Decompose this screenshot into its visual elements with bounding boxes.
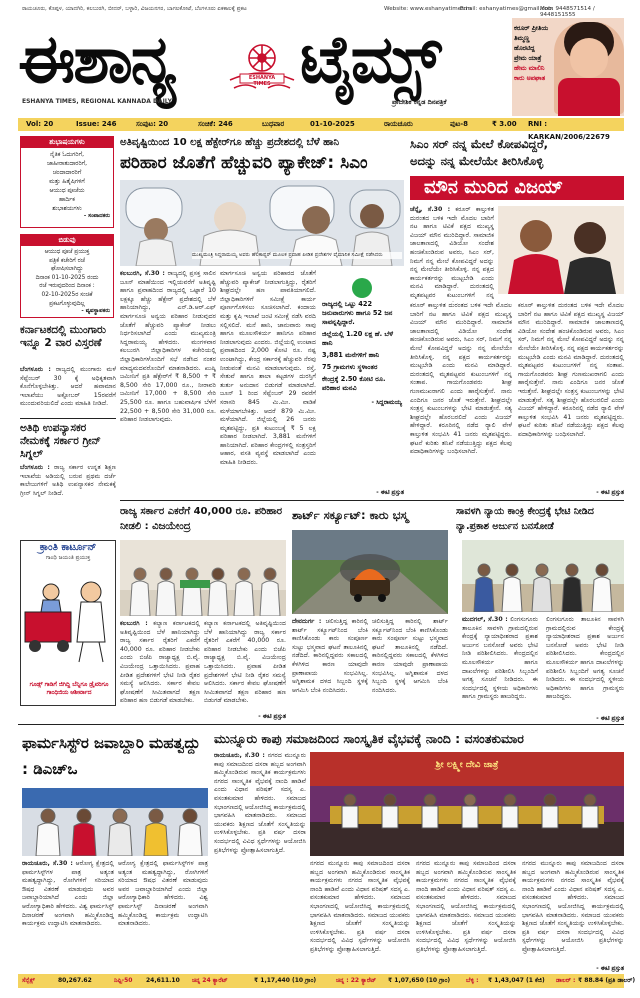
- vol-text: Vol: 20: [26, 120, 54, 128]
- ticker-value: ₹ 88.84 (ಪ್ರತಿ ಡಾಲರ್): [578, 977, 636, 984]
- pages-text: ಪುಟ-8: [450, 120, 469, 128]
- right-top-photo: [498, 206, 624, 294]
- promo-line: ಹೇಮ ಮಾಲಿನಿ: [514, 65, 545, 72]
- promo-photo-face: [570, 38, 608, 78]
- promo-box: [512, 18, 624, 116]
- lead-column-2: [220, 270, 316, 492]
- story-text: ಲಿಂಗಸುಗೂರು ತಾಲೂಕಿನ ಸಾವಳಗಿ ಗ್ರಾಮದಲ್ಲಿರುವ ಕೇಂದ್ರಕ್ಕೆ ನ್ಯಾಯಾಧೀಶರಾದ ಪ್ರಕಾಶ ಅರ್ಜುನ ಬನಸೋಡೆ ಅವರು ಭೇಟಿ ನೀಡಿ ಪರಿಶೀಲಿಸಿದರು. ಕೇಂದ್ರದಲ್ಲಿನ ಮೂಲಸೌಕರ್ಯ ಹಾಗೂ ದಾಖಲೆಗಳನ್ನು ಪರಿಶೀಲಿಸಿ ಸಿಬ್ಬಂದಿಗೆ ಅಗತ್ಯ ಸೂಚನೆ ನೀಡಿದರು. ಈ ಸಂದರ್ಭದಲ್ಲಿ ಸ್ಥಳೀಯ ಅಧಿಕಾರಿಗಳು ಹಾಗೂ ಗ್ರಾಮಸ್ಥರು ಹಾಜರಿದ್ದರು.: [462, 616, 538, 701]
- greeting-line: ಚಂದಾದಾರರಿಗೆ: [52, 169, 82, 176]
- bottom-story2-sign: - ಈಟಿ ಪ್ರಸ್ತುತ: [596, 966, 624, 972]
- ticker-value: ₹ 1,17,440 (10 ಗ್ರಾಂ): [254, 977, 317, 984]
- kvol-text: ಸಂಪುಟ: 20: [136, 120, 169, 128]
- date-text: 01-10-2025: [310, 120, 355, 128]
- story-text: ಮಾರ್ಗಸೂಚಿ ಅನ್ವಯ ಪರಿಹಾರದ ಜೊತೆಗೆ ಹೆಚ್ಚುವರಿ ಪ್ಯಾಕೇಜ್ ನೀಡಲಾಗುತ್ತಿದ್ದು, ರೈತರಿಗೆ ಶೀಘ್ರದಲ್ಲೇ ಹಣ ಪಾವತಿಯಾಗಲಿದೆ. ಜಿಲ್ಲಾಧಿಕಾರಿಗಳಿಗೆ ಸಮೀಕ್ಷೆ ಕಾರ್ಯ ಪೂರ್ಣಗೊಳಿಸಲು ಸೂಚಿಸಲಾಗಿದೆ. ಕಂದಾಯ ಮತ್ತು ಕೃಷಿ ಇಲಾಖೆ ಜಂಟಿ ಸಮೀಕ್ಷೆ ನಡೆಸಿ ವರದಿ ಸಲ್ಲಿಸಲಿದೆ. ಮನೆ ಹಾನಿ, ಜಾನುವಾರು ಸಾವು ಹಾಗೂ ಮೂಲಸೌಕರ್ಯ ಹಾನಿಗೂ ಪರಿಹಾರ ನೀಡಲಾಗುವುದು ಎಂದರು.: [220, 270, 316, 346]
- info-bar: [18, 118, 624, 141]
- story-text: ಚಲಿಸುತ್ತಿದ್ದ ಕಾರಿನಲ್ಲಿ ಶಾರ್ಟ್ ಸರ್ಕ್ಯೂಟ್‌ನಿಂದ ಬೆಂಕಿ ಕಾಣಿಸಿಕೊಂಡು ಕಾರು ಸಂಪೂರ್ಣ ಸುಟ್ಟು ಭಸ್ಮವಾದ ಘಟನೆ ತಾಲೂಕಿನಲ್ಲಿ ನಡೆದಿದೆ. ಕಾರಿನಲ್ಲಿದ್ದವರು ಸಕಾಲದಲ್ಲಿ ಕೆಳಗಿಳಿದ ಕಾರಣ ಯಾವುದೇ ಪ್ರಾಣಾಪಾಯ ಸಂಭವಿಸಿಲ್ಲ. ಅಗ್ನಿಶಾಮಕ ದಳದ ಸಿಬ್ಬಂದಿ ಸ್ಥಳಕ್ಕೆ ಆಗಮಿಸಿ ಬೆಂಕಿ ನಂದಿಸಿದರು.: [372, 618, 448, 694]
- holiday-box: [20, 234, 114, 318]
- masthead-title-left: ಈಶಾನ್ಯ: [18, 20, 175, 98]
- lead-kicker: ಅತಿವೃಷ್ಟಿಯಿಂದ 10 ಲಕ್ಷ ಹೆಕ್ಟೇರ್‌ಗೂ ಹೆಚ್ಚು ಪ್ರದೇಶದಲ್ಲಿ ಬೆಳೆ ಹಾನಿ: [120, 137, 340, 148]
- mid-story1-column-2: [204, 620, 286, 712]
- highlight-line: 75 ಗ್ರಾಮಗಳು ಸ್ಥಳಾಂತರ: [322, 363, 378, 371]
- cartoon-caption: ಗಾಂಧಿ ಜಯಂತಿ ಪ್ರಯುಕ್ತ: [45, 555, 91, 561]
- kissue-text: ಸಂಚಿಕೆ: 246: [198, 120, 233, 128]
- story-text: ಕಲ್ಯಾಣ ಕರ್ನಾಟಕದಲ್ಲಿ ಅತಿವೃಷ್ಟಿಯಿಂದ ಬೆಳೆ ಹಾನಿಯಾಗಿದ್ದು ರಾಜ್ಯ ಸರ್ಕಾರ ರೈತರಿಗೆ ಎಕರೆಗೆ 40,000 ರೂ. ಪರಿಹಾರ ನೀಡಬೇಕು ಎಂದು ಬಿಜೆಪಿ ರಾಜ್ಯಾಧ್ಯಕ್ಷ ಬಿ.ವೈ. ವಿಜಯೇಂದ್ರ ಒತ್ತಾಯಿಸಿದರು. ಪ್ರವಾಹ ಪೀಡಿತ ಪ್ರದೇಶಗಳಿಗೆ ಭೇಟಿ ನೀಡಿ ರೈತರ ಸಮಸ್ಯೆ ಆಲಿಸಿದರು. ಸರ್ಕಾರ ಕೇವಲ ಘೋಷಣೆಗೆ ಸೀಮಿತವಾಗದೆ ತಕ್ಷಣ ಪರಿಹಾರ ಹಣ ಬಿಡುಗಡೆ ಮಾಡಬೇಕು.: [204, 620, 286, 705]
- mid-story2-photo: [292, 530, 448, 614]
- sidebar-story1-headline: ಕರ್ನಾಟಕದಲ್ಲಿ ಮುಂಗಾರು ಇನ್ನೂ 2 ವಾರ ವಿಸ್ತರಣೆ: [20, 324, 106, 349]
- day-text: ಬುಧವಾರ: [262, 120, 285, 128]
- highlight-lines: [322, 300, 402, 393]
- greetings-sign: - ಸಂಪಾದಕರು: [83, 213, 110, 219]
- story-place: ಕಲಬುರಗಿ, ಸೆ.30 :: [120, 270, 165, 277]
- lead-headline: ಪರಿಹಾರ ಜೊತೆಗೆ ಹೆಚ್ಚುವರಿ ಪ್ಯಾಕೇಜ್: ಸಿಎಂ: [120, 153, 368, 173]
- right-top-column-2: [410, 302, 512, 492]
- mobile-text: Mob: 9448571514 / 9448151555: [540, 6, 595, 18]
- greeting-line: ಮತ್ತು ಹಿತೈಷಿಗಳಿಗೆ: [49, 178, 85, 185]
- sidebar-story2-headline: ಅತಿಥಿ ಉಪನ್ಯಾಸಕರ ನೇಮಕಕ್ಕೆ ಸರ್ಕಾರ ಗ್ರೀನ್ ಸಿಗ್ನಲ್: [20, 422, 101, 460]
- right-top-banner: ಮೌನ ಮುರಿದ ವಿಜಯ್: [410, 176, 624, 200]
- bottom-story2-headline: ಮುನ್ನೂರು ಕಾಪು ಸಮಾಜದಿಂದ ಸಾಂಸ್ಕೃತಿಕ ವೈಭವಕ್ಕೆ ನಾಂದಿ : ವಸಂತಕುಮಾರ: [214, 731, 524, 746]
- bottom-story1-column-1: [22, 860, 114, 970]
- sidebar-story2-body: [20, 464, 116, 530]
- promo-line: ಕರೂರ್ ಪ್ರೀತಿಯ: [514, 25, 548, 32]
- ticker-label: ಸೆನ್ಸೆಕ್ಸ್: [22, 977, 35, 984]
- mid-story3-headline: ಸಾವಳಗಿ ನ್ಯಾಯ ಕಾಂಕ್ರಿ ಕೇಂದ್ರಕ್ಕೆ ಭೇಟಿ ನೀಡಿದ ನ್ಯಾ.ಪ್ರಕಾಶ ಅರ್ಜುನ ಬನಸೋಡೆ: [456, 506, 594, 532]
- greeting-line: ಜಾಹೀರಾತುದಾರರಿಗೆ,: [46, 160, 88, 167]
- mid-story1-headline: ರಾಜ್ಯ ಸರ್ಕಾರ ಎಕರೆಗೆ 40,000 ರೂ. ಪರಿಹಾರ ನೀಡಲಿ : ವಿಜಯೇಂದ್ರ: [120, 506, 283, 532]
- mid-story3-column-1: [462, 616, 538, 720]
- greeting-line: ಶುಭಾಶಯಗಳು: [52, 205, 82, 212]
- promo-text: [514, 24, 566, 84]
- divider: [20, 418, 116, 419]
- mid-story2-column-2: [372, 618, 448, 714]
- promo-line: ಕಾರು ಅಪಘಾತ: [514, 75, 546, 82]
- story-text: ಕರೂರ್ ಕಾಲ್ತುಳಿತ ದುರಂತದ ಬಳಿಕ ಇದೇ ಮೊದಲ ಬಾರಿಗೆ ನಟ ಹಾಗೂ ಟಿವಿಕೆ ಪಕ್ಷದ ಮುಖ್ಯಸ್ಥ ವಿಜಯ್ ಮೌನ ಮುರಿದಿದ್ದಾರೆ. ಸಾಮಾಜಿಕ ಜಾಲತಾಣದಲ್ಲಿ ವಿಡಿಯೋ ಸಂದೇಶ ಹಂಚಿಕೊಂಡಿರುವ ಅವರು, ಸಿಎಂ ಸರ್, ನಿಮಗೆ ನನ್ನ ಮೇಲೆ ಕೋಪವಿದ್ದರೆ ಅದನ್ನು ನನ್ನ ಮೇಲೆಯೇ ತೀರಿಸಿಕೊಳ್ಳಿ. ನನ್ನ ಪಕ್ಷದ ಕಾರ್ಯಕರ್ತರನ್ನು ಮುಟ್ಟಬೇಡಿ ಎಂದು ಮನವಿ ಮಾಡಿದ್ದಾರೆ. ದುರಂತದಲ್ಲಿ ಮೃತಪಟ್ಟವರ ಕುಟುಂಬಗಳಿಗೆ ನನ್ನ ಸಂತಾಪ. ಗಾಯಗೊಂಡವರು ಶೀಘ್ರ ಗುಣಮುಖರಾಗಲಿ ಎಂದು ಹಾರೈಸುತ್ತೇನೆ. ನಾನು ಎಂದಿಗೂ ಜನರ ಜೊತೆ ಇರುತ್ತೇನೆ. ಶೀಘ್ರದಲ್ಲೇ ಸಂತ್ರಸ್ತ ಕುಟುಂಬಗಳನ್ನು ಭೇಟಿ ಮಾಡುತ್ತೇನೆ. ಸತ್ಯ ಶೀಘ್ರದಲ್ಲೇ ಹೊರಬರಲಿದೆ ಎಂದು ವಿಜಯ್ ಹೇಳಿದ್ದಾರೆ. ಕರೂರಿನಲ್ಲಿ ನಡೆದ ರ‍್ಯಾಲಿ ವೇಳೆ ಕಾಲ್ತುಳಿತ ಸಂಭವಿಸಿ 41 ಜನರು ಮೃತಪಟ್ಟಿದ್ದರು. ಘಟನೆ ಕುರಿತು ತನಿಖೆ ನಡೆಯುತ್ತಿದ್ದು ಪಕ್ಷದ ಕೆಲವು ಪದಾಧಿಕಾರಿಗಳನ್ನು ಬಂಧಿಸಲಾಗಿದೆ.: [518, 302, 624, 438]
- masthead-emblem: [226, 36, 298, 100]
- headline-line: ಅದನ್ನು ನನ್ನ ಮೇಲೆಯೇ ತೀರಿಸಿಕೊಳ್ಳಿ: [410, 154, 544, 168]
- greetings-title: ಶುಭಾಷಯಗಳು: [21, 137, 113, 148]
- story-text: ಕಲ್ಯಾಣ ಕರ್ನಾಟಕದಲ್ಲಿ ಅತಿವೃಷ್ಟಿಯಿಂದ ಬೆಳೆ ಹಾನಿಯಾಗಿದ್ದು ರಾಜ್ಯ ಸರ್ಕಾರ ರೈತರಿಗೆ ಎಕರೆಗೆ 40,000 ರೂ. ಪರಿಹಾರ ನೀಡಬೇಕು ಎಂದು ಬಿಜೆಪಿ ರಾಜ್ಯಾಧ್ಯಕ್ಷ ಬಿ.ವೈ. ವಿಜಯೇಂದ್ರ ಒತ್ತಾಯಿಸಿದರು. ಪ್ರವಾಹ ಪೀಡಿತ ಪ್ರದೇಶಗಳಿಗೆ ಭೇಟಿ ನೀಡಿ ರೈತರ ಸಮಸ್ಯೆ ಆಲಿಸಿದರು. ಸರ್ಕಾರ ಕೇವಲ ಘೋಷಣೆಗೆ ಸೀಮಿತವಾಗದೆ ತಕ್ಷಣ ಪರಿಹಾರ ಹಣ ಬಿಡುಗಡೆ ಮಾಡಬೇಕು.: [120, 620, 200, 705]
- cartoon-bottom-text: ಗೂಡ್ಸ್ ಗಾಡಿಗೆ ಜಿಗಿದ್ದಿ ಬೆನ್ನಿಗೂ ಡ್ರೈವರಿಗೂ ಗಾಂಧಿಜಿಯ ಆಶೀರ್ವಾದ: [29, 682, 109, 696]
- story-place: ಮುದಗಲ್, ಸೆ.30 :: [462, 616, 508, 623]
- holiday-line: ಘೋಷಿಸಲಾಗಿದ್ದು: [50, 266, 84, 273]
- story-text: ಕರೂರ್ ಕಾಲ್ತುಳಿತ ದುರಂತದ ಬಳಿಕ ಇದೇ ಮೊದಲ ಬಾರಿಗೆ ನಟ ಹಾಗೂ ಟಿವಿಕೆ ಪಕ್ಷದ ಮುಖ್ಯಸ್ಥ ವಿಜಯ್ ಮೌನ ಮುರಿದಿದ್ದಾರೆ. ಸಾಮಾಜಿಕ ಜಾಲತಾಣದಲ್ಲಿ ವಿಡಿಯೋ ಸಂದೇಶ ಹಂಚಿಕೊಂಡಿರುವ ಅವರು, ಸಿಎಂ ಸರ್, ನಿಮಗೆ ನನ್ನ ಮೇಲೆ ಕೋಪವಿದ್ದರೆ ಅದನ್ನು ನನ್ನ ಮೇಲೆಯೇ ತೀರಿಸಿಕೊಳ್ಳಿ. ನನ್ನ ಪಕ್ಷದ ಕಾರ್ಯಕರ್ತರನ್ನು ಮುಟ್ಟಬೇಡಿ ಎಂದು ಮನವಿ ಮಾಡಿದ್ದಾರೆ. ದುರಂತದಲ್ಲಿ ಮೃತಪಟ್ಟವರ ಕುಟುಂಬಗಳಿಗೆ ನನ್ನ ಸಂತಾಪ. ಗಾಯಗೊಂಡವರು ಶೀಘ್ರ ಗುಣಮುಖರಾಗಲಿ ಎಂದು ಹಾರೈಸುತ್ತೇನೆ. ನಾನು ಎಂದಿಗೂ ಜನರ ಜೊತೆ ಇರುತ್ತೇನೆ. ಶೀಘ್ರದಲ್ಲೇ ಸಂತ್ರಸ್ತ ಕುಟುಂಬಗಳನ್ನು ಭೇಟಿ ಮಾಡುತ್ತೇನೆ. ಸತ್ಯ ಶೀಘ್ರದಲ್ಲೇ ಹೊರಬರಲಿದೆ ಎಂದು ವಿಜಯ್ ಹೇಳಿದ್ದಾರೆ. ಕರೂರಿನಲ್ಲಿ ನಡೆದ ರ‍್ಯಾಲಿ ವೇಳೆ ಕಾಲ್ತುಳಿತ ಸಂಭವಿಸಿ 41 ಜನರು ಮೃತಪಟ್ಟಿದ್ದರು. ಘಟನೆ ಕುರಿತು ತನಿಖೆ ನಡೆಯುತ್ತಿದ್ದು ಪಕ್ಷದ ಕೆಲವು ಪದಾಧಿಕಾರಿಗಳನ್ನು ಬಂಧಿಸಲಾಗಿದೆ.: [410, 302, 512, 456]
- greetings-box: [20, 136, 114, 228]
- issue-text: Issue: 246: [76, 120, 117, 128]
- story-place: ಚೆನ್ನೈ, ಸೆ.30 :: [410, 206, 451, 213]
- story-text: ಕರೂರ್ ಕಾಲ್ತುಳಿತ ದುರಂತದ ಬಳಿಕ ಇದೇ ಮೊದಲ ಬಾರಿಗೆ ನಟ ಹಾಗೂ ಟಿವಿಕೆ ಪಕ್ಷದ ಮುಖ್ಯಸ್ಥ ವಿಜಯ್ ಮೌನ ಮುರಿದಿದ್ದಾರೆ. ಸಾಮಾಜಿಕ ಜಾಲತಾಣದಲ್ಲಿ ವಿಡಿಯೋ ಸಂದೇಶ ಹಂಚಿಕೊಂಡಿರುವ ಅವರು, ಸಿಎಂ ಸರ್, ನಿಮಗೆ ನನ್ನ ಮೇಲೆ ಕೋಪವಿದ್ದರೆ ಅದನ್ನು ನನ್ನ ಮೇಲೆಯೇ ತೀರಿಸಿಕೊಳ್ಳಿ. ನನ್ನ ಪಕ್ಷದ ಕಾರ್ಯಕರ್ತರನ್ನು ಮುಟ್ಟಬೇಡಿ ಎಂದು ಮನವಿ ಮಾಡಿದ್ದಾರೆ. ದುರಂತದಲ್ಲಿ ಮೃತಪಟ್ಟವರ ಕುಟುಂಬಗಳಿಗೆ ನನ್ನ: [410, 206, 494, 299]
- mid-story3-column-2: [546, 616, 624, 720]
- ticker-label: ಡಾಲರ್ :: [556, 977, 576, 984]
- ticker-label: ಬೆಳ್ಳಿ :: [466, 977, 479, 984]
- holiday-line: ಆಯುಧ ಪೂಜೆ ಪ್ರಯುಕ್ತ: [44, 249, 90, 255]
- mid-story3-sign: - ಈಟಿ ಪ್ರಸ್ತುತ: [596, 716, 624, 722]
- greeting-line: ಹಾರ್ದಿಕ: [59, 196, 75, 203]
- right-top-column-1: [410, 206, 494, 302]
- greetings-lines: [21, 148, 113, 213]
- mid-story3-photo: [462, 540, 624, 612]
- ticker-label: ನಿಫ್ಟಿ-50: [114, 977, 133, 984]
- story-place: ರಾಯಚೂರು, ಸೆ.30 :: [22, 860, 73, 867]
- holiday-line: ರಜೆ ಇರುವುದರಿಂದ ದಿನಾಂಕ :: [39, 283, 95, 290]
- highlight-line: ರಾಜ್ಯದಲ್ಲಿ ಒಟ್ಟು 422 ಜನುವಾರುಗಳು ಹಾಗೂ 52 ಜನ ಸಾವನ್ನಪ್ಪಿದ್ದಾರೆ.: [322, 300, 393, 326]
- highlight-sign: - ಸಿದ್ದರಾಮಯ್ಯ: [371, 399, 402, 406]
- lead-photo-caption: ಮುಖ್ಯಮಂತ್ರಿ ಸಿದ್ದರಾಮಯ್ಯ ಅವರು ಹೆಲಿಕಾಪ್ಟರ್ ಮೂಲಕ ಪ್ರವಾಹ ಪೀಡಿತ ಪ್ರದೇಶಗಳ ವೈಮಾನಿಕ ಸಮೀಕ್ಷೆ ನಡೆಸಿದರು: [192, 252, 402, 259]
- ticker-label: ಚಿನ್ನ 24 ಕ್ಯಾರೆಟ್: [192, 977, 228, 984]
- highlight-line: 3,881 ಮನೆಗಳಿಗೆ ಹಾನಿ: [322, 351, 380, 359]
- ticker-value: 24,611.10: [146, 977, 180, 984]
- editions-text: ರಾಯಚೂರು, ಕೊಪ್ಪಳ, ಯಾದಗಿರಿ, ಕಲಬುರಗಿ, ಬೀದರ್, ಬಳ್ಳಾರಿ, ವಿಜಯನಗರ, ಬಾಗಲಕೋಟೆ, ಬೆಂಗಳೂರು ಏಕಕಾಲಕ್ಕೆ ಪ್ರಕಟ: [22, 6, 247, 12]
- story-place: ದೇವದುರ್ಗ :: [292, 618, 322, 625]
- mid-story1-photo: [120, 540, 286, 616]
- story-text: ನಗರದ ಮುನ್ನೂರು ಕಾಪು ಸಮಾಜದಿಂದ ದಸರಾ ಹಬ್ಬದ ಅಂಗವಾಗಿ ಹಮ್ಮಿಕೊಂಡಿರುವ ಸಾಂಸ್ಕೃತಿಕ ಕಾರ್ಯಕ್ರಮಗಳು ನಗರದ ಸಾಂಸ್ಕೃತಿಕ ವೈಭವಕ್ಕೆ ನಾಂದಿ ಹಾಡಿವೆ ಎಂದು ವಿಧಾನ ಪರಿಷತ್ ಸದಸ್ಯ ಎ. ವಸಂತಕುಮಾರ ಹೇಳಿದರು. ಸಮಾಜದ ಸಭಾಂಗಣದಲ್ಲಿ ಆಯೋಜಿಸಿದ್ದ ಕಾರ್ಯಕ್ರಮದಲ್ಲಿ ಭಾಗವಹಿಸಿ ಮಾತನಾಡಿದರು. ಸಮಾಜದ ಯುವಕರು ಶಿಕ್ಷಣದ ಜೊತೆಗೆ ಸಂಸ್ಕೃತಿಯನ್ನು ಉಳಿಸಿಕೊಳ್ಳಬೇಕು. ಪ್ರತಿ ವರ್ಷ ದಸರಾ ಸಂದರ್ಭದಲ್ಲಿ ವಿವಿಧ ಸ್ಪರ್ಧೆಗಳನ್ನು ಆಯೋಜಿಸಿ ಪ್ರತಿಭೆಗಳನ್ನು ಪ್ರೋತ್ಸಾಹಿಸಲಾಗುತ್ತಿದೆ.: [214, 752, 306, 854]
- ticker-label: ಚಿನ್ನ : 22 ಕ್ಯಾರೆಟ್: [336, 977, 377, 984]
- right-top-headline: [410, 136, 624, 172]
- story-text: ಲಿಂಗಸುಗೂರು ತಾಲೂಕಿನ ಸಾವಳಗಿ ಗ್ರಾಮದಲ್ಲಿರುವ ಕೇಂದ್ರಕ್ಕೆ ನ್ಯಾಯಾಧೀಶರಾದ ಪ್ರಕಾಶ ಅರ್ಜುನ ಬನಸೋಡೆ ಅವರು ಭೇಟಿ ನೀಡಿ ಪರಿಶೀಲಿಸಿದರು. ಕೇಂದ್ರದಲ್ಲಿನ ಮೂಲಸೌಕರ್ಯ ಹಾಗೂ ದಾಖಲೆಗಳನ್ನು ಪರಿಶೀಲಿಸಿ ಸಿಬ್ಬಂದಿಗೆ ಅಗತ್ಯ ಸೂಚನೆ ನೀಡಿದರು. ಈ ಸಂದರ್ಭದಲ್ಲಿ ಸ್ಥಳೀಯ ಅಧಿಕಾರಿಗಳು ಹಾಗೂ ಗ್ರಾಮಸ್ಥರು ಹಾಜರಿದ್ದರು.: [546, 616, 624, 701]
- lead-sign: - ಈಟಿ ಪ್ರಸ್ತುತ: [376, 490, 404, 496]
- story-text: ಆರೋಗ್ಯ ಕ್ಷೇತ್ರದಲ್ಲಿ ಫಾರ್ಮಸಿಸ್ಟ್‌ಗಳ ಪಾತ್ರ ಅತ್ಯಂತ ಮಹತ್ವದ್ದಾಗಿದ್ದು, ರೋಗಿಗಳಿಗೆ ಸರಿಯಾದ ಔಷಧ ವಿತರಣೆ ಮಾಡುವುದು ಅವರ ಜವಾಬ್ದಾರಿಯಾಗಿದೆ ಎಂದು ಜಿಲ್ಲಾ ಆರೋಗ್ಯಾಧಿಕಾರಿ ಹೇಳಿದರು. ವಿಶ್ವ ಫಾರ್ಮಸಿಸ್ಟ್ ದಿನಾಚರಣೆ ಅಂಗವಾಗಿ ಹಮ್ಮಿಕೊಂಡಿದ್ದ ಕಾರ್ಯಕ್ರಮ ಉದ್ಘಾಟಿಸಿ ಮಾತನಾಡಿದರು.: [118, 860, 208, 928]
- story-text: ರಾಜ್ಯದಲ್ಲಿ ಮುಂಗಾರು ಮಳೆ ಸೆಪ್ಟೆಂಬರ್ 30 ಕ್ಕೆ ಅಧಿಕೃತವಾಗಿ ಕೊನೆಗೊಳ್ಳಬೇಕಿತ್ತು. ಆದರೆ ಹವಾಮಾನ ಇಲಾಖೆಯು ಅಕ್ಟೋಬರ್ 15ರವರೆಗೆ ಮುಂದುವರಿಯಲಿದೆ ಎಂದು ಮಾಹಿತಿ ನೀಡಿದೆ.: [20, 366, 116, 408]
- story-place: ಕಲಬುರಗಿ :: [120, 620, 148, 627]
- photo-banner-text: ಶ್ರೀ ಲಕ್ಷ್ಮೀ ದೇವಿ ಜಾತ್ರೆ: [435, 760, 499, 770]
- greeting-line: ನೈತಿಕ ಓದುಗರಿಗೆ,: [50, 151, 84, 158]
- right-top-column-3: [518, 302, 624, 486]
- story-text: ನಗರದ ಮುನ್ನೂರು ಕಾಪು ಸಮಾಜದಿಂದ ದಸರಾ ಹಬ್ಬದ ಅಂಗವಾಗಿ ಹಮ್ಮಿಕೊಂಡಿರುವ ಸಾಂಸ್ಕೃತಿಕ ಕಾರ್ಯಕ್ರಮಗಳು ನಗರದ ಸಾಂಸ್ಕೃತಿಕ ವೈಭವಕ್ಕೆ ನಾಂದಿ ಹಾಡಿವೆ ಎಂದು ವಿಧಾನ ಪರಿಷತ್ ಸದಸ್ಯ ಎ. ವಸಂತಕುಮಾರ ಹೇಳಿದರು. ಸಮಾಜದ ಸಭಾಂಗಣದಲ್ಲಿ ಆಯೋಜಿಸಿದ್ದ ಕಾರ್ಯಕ್ರಮದಲ್ಲಿ ಭಾಗವಹಿಸಿ ಮಾತನಾಡಿದರು. ಸಮಾಜದ ಯುವಕರು ಶಿಕ್ಷಣದ ಜೊತೆಗೆ ಸಂಸ್ಕೃತಿಯನ್ನು ಉಳಿಸಿಕೊಳ್ಳಬೇಕು. ಪ್ರತಿ ವರ್ಷ ದಸರಾ ಸಂದರ್ಭದಲ್ಲಿ ವಿವಿಧ ಸ್ಪರ್ಧೆಗಳನ್ನು ಆಯೋಜಿಸಿ ಪ್ರತಿಭೆಗಳನ್ನು ಪ್ರೋತ್ಸಾಹಿಸಲಾಗುತ್ತಿದೆ.: [522, 860, 624, 953]
- ticker-value: 80,267.62: [58, 977, 92, 984]
- bottom-story1-photo: [22, 788, 208, 856]
- promo-line: ಹೊರಟಿದ್ದ: [514, 45, 535, 52]
- holiday-line: ಪತ್ರಿಕೆ ಕಚೇರಿಗೆ ರಜೆ: [49, 257, 85, 264]
- mid-story1-column-1: [120, 620, 200, 712]
- website-text: Website: www.eshanyatimes.in: [384, 6, 471, 12]
- mid-story2-column-1: [292, 618, 368, 714]
- tagline: ಪ್ರಾದೇಶಿಕ ಕನ್ನಡ ದಿನಪತ್ರಿಕೆ: [392, 98, 447, 106]
- masthead-title-right: ಟೈಮ್ಸ್: [300, 20, 440, 98]
- story-text: ನಗರದ ಮುನ್ನೂರು ಕಾಪು ಸಮಾಜದಿಂದ ದಸರಾ ಹಬ್ಬದ ಅಂಗವಾಗಿ ಹಮ್ಮಿಕೊಂಡಿರುವ ಸಾಂಸ್ಕೃತಿಕ ಕಾರ್ಯಕ್ರಮಗಳು ನಗರದ ಸಾಂಸ್ಕೃತಿಕ ವೈಭವಕ್ಕೆ ನಾಂದಿ ಹಾಡಿವೆ ಎಂದು ವಿಧಾನ ಪರಿಷತ್ ಸದಸ್ಯ ಎ. ವಸಂತಕುಮಾರ ಹೇಳಿದರು. ಸಮಾಜದ ಸಭಾಂಗಣದಲ್ಲಿ ಆಯೋಜಿಸಿದ್ದ ಕಾರ್ಯಕ್ರಮದಲ್ಲಿ ಭಾಗವಹಿಸಿ ಮಾತನಾಡಿದರು. ಸಮಾಜದ ಯುವಕರು ಶಿಕ್ಷಣದ ಜೊತೆಗೆ ಸಂಸ್ಕೃತಿಯನ್ನು ಉಳಿಸಿಕೊಳ್ಳಬೇಕು. ಪ್ರತಿ ವರ್ಷ ದಸರಾ ಸಂದರ್ಭದಲ್ಲಿ ವಿವಿಧ ಸ್ಪರ್ಧೆಗಳನ್ನು ಆಯೋಜಿಸಿ ಪ್ರತಿಭೆಗಳನ್ನು ಪ್ರೋತ್ಸಾಹಿಸಲಾಗುತ್ತಿದೆ.: [310, 860, 410, 953]
- highlight-icon: [352, 278, 372, 298]
- story-place: ರಾಯಚೂರು, ಸೆ.30 :: [214, 752, 265, 759]
- emblem-text: ESHANYA TIMES: [248, 75, 276, 87]
- bottom-story2-column-3: [416, 860, 516, 968]
- holiday-sign: - ವ್ಯವಸ್ಥಾಪಕರು: [81, 308, 110, 315]
- cartoon-drawing: [21, 562, 116, 674]
- market-ticker: [18, 974, 636, 988]
- cartoon-title: ಕ್ರಾಂತಿ ಕಾರ್ಟೂನ್: [39, 542, 97, 553]
- cartoon-box: [20, 540, 116, 706]
- rni-text: RNI : KARKAN/2006/22679: [528, 120, 610, 141]
- bottom-story2-column-4: [522, 860, 624, 968]
- divider: [120, 500, 624, 501]
- bottom-story2-photo: [310, 752, 624, 856]
- bottom-story1-column-2: [118, 860, 208, 970]
- holiday-line: ದಿನಾಂಕ 01-10-2025 ರಂದು: [35, 274, 99, 281]
- story-text: ರಾಜ್ಯದಲ್ಲಿ ಪ್ರಸಕ್ತ ಸಾಲಿನ ಜೂನ್ ಮಾಹೆಯಿಂದ ಇಲ್ಲಿಯವರೆಗೆ ಅತಿವೃಷ್ಟಿ ಹಾಗೂ ಪ್ರವಾಹದಿಂದ ರಾಜ್ಯದಲ್ಲಿ ಒಟ್ಟಾರೆ 10 ಲಕ್ಷಕ್ಕೂ ಹೆಚ್ಚು ಹೆಕ್ಟೇರ್ ಪ್ರದೇಶದಲ್ಲಿ ಬೆಳೆ ಹಾನಿಯಾಗಿದ್ದು, ಎನ್.ಡಿ.ಆರ್.ಎಫ್ ಮಾರ್ಗಸೂಚಿ ಅನ್ವಯ ಪರಿಹಾರ ನೀಡುವುದರ ಜೊತೆಗೆ ಹೆಚ್ಚುವರಿ ಪ್ಯಾಕೇಜ್ ನೀಡಲು ನಿರ್ಧರಿಸಲಾಗಿದೆ ಎಂದು ಮುಖ್ಯಮಂತ್ರಿ ಸಿದ್ದರಾಮಯ್ಯ ಹೇಳಿದರು. ಮಂಗಳವಾರ ಕಲಬುರಗಿ ಜಿಲ್ಲಾಧಿಕಾರಿಗಳ ಕಚೇರಿಯಲ್ಲಿ ಜಿಲ್ಲಾಧಿಕಾರಿಗಳೊಂದಿಗೆ ಸಭೆ ನಡೆಸಿದ ನಂತರ ಮಾಧ್ಯಮದವರೊಂದಿಗೆ ಮಾತನಾಡಿದರು. ಖುಷ್ಕಿ ಜಮೀನಿಗೆ ಪ್ರತಿ ಹೆಕ್ಟೇರ್‌ಗೆ ₹ 8,500 + ₹ 8,500 ಸೇರಿ 17,000 ರೂ., ನೀರಾವರಿ ಜಮೀನಿಗೆ 17,000 + 8,500 ಸೇರಿ 25,500 ರೂ. ಹಾಗೂ ಬಹುವಾರ್ಷಿಕ ಬೆಳೆಗೆ 22,500 + 8,500 ಸೇರಿ 31,000 ರೂ. ಪರಿಹಾರ ನೀಡಲಾಗುವುದು.: [120, 270, 216, 424]
- ticker-value: ₹ 1,43,047 (1 ಕೆಜಿ): [488, 977, 545, 984]
- holiday-line: ಪ್ರಕಟಗೊಳ್ಳುವುದಿಲ್ಲ: [49, 300, 85, 307]
- ticker-value: ₹ 1,07,650 (10 ಗ್ರಾಂ): [388, 977, 451, 984]
- greeting-line: ಆಯುಧ ಪೂಜೆಯ: [49, 187, 85, 194]
- bottom-story2-column-2: [310, 860, 410, 968]
- highlight-box: [322, 270, 402, 484]
- story-text: ನಗರದ ಮುನ್ನೂರು ಕಾಪು ಸಮಾಜದಿಂದ ದಸರಾ ಹಬ್ಬದ ಅಂಗವಾಗಿ ಹಮ್ಮಿಕೊಂಡಿರುವ ಸಾಂಸ್ಕೃತಿಕ ಕಾರ್ಯಕ್ರಮಗಳು ನಗರದ ಸಾಂಸ್ಕೃತಿಕ ವೈಭವಕ್ಕೆ ನಾಂದಿ ಹಾಡಿವೆ ಎಂದು ವಿಧಾನ ಪರಿಷತ್ ಸದಸ್ಯ ಎ. ವಸಂತಕುಮಾರ ಹೇಳಿದರು. ಸಮಾಜದ ಸಭಾಂಗಣದಲ್ಲಿ ಆಯೋಜಿಸಿದ್ದ ಕಾರ್ಯಕ್ರಮದಲ್ಲಿ ಭಾಗವಹಿಸಿ ಮಾತನಾಡಿದರು. ಸಮಾಜದ ಯುವಕರು ಶಿಕ್ಷಣದ ಜೊತೆಗೆ ಸಂಸ್ಕೃತಿಯನ್ನು ಉಳಿಸಿಕೊಳ್ಳಬೇಕು. ಪ್ರತಿ ವರ್ಷ ದಸರಾ ಸಂದರ್ಭದಲ್ಲಿ ವಿವಿಧ ಸ್ಪರ್ಧೆಗಳನ್ನು ಆಯೋಜಿಸಿ ಪ್ರತಿಭೆಗಳನ್ನು ಪ್ರೋತ್ಸಾಹಿಸಲಾಗುತ್ತಿದೆ.: [416, 860, 516, 953]
- story-place: ಬೆಂಗಳೂರು :: [20, 464, 50, 471]
- holiday-title: ಬಿಡುವು: [21, 235, 113, 246]
- headline-line: ಸಿಎಂ ಸರ್ ನನ್ನ ಮೇಲೆ ಕೋಪವಿದ್ದರೆ,: [410, 137, 548, 151]
- bottom-story2-column-1: [214, 752, 306, 858]
- promo-line: ತಿಮ್ಮಣ್ಣ: [514, 35, 530, 42]
- promo-line: ಪ್ರೇಮ ಯಾತ್ರೆ: [514, 55, 542, 62]
- story-text: ಆರೋಗ್ಯ ಕ್ಷೇತ್ರದಲ್ಲಿ ಫಾರ್ಮಸಿಸ್ಟ್‌ಗಳ ಪಾತ್ರ ಅತ್ಯಂತ ಮಹತ್ವದ್ದಾಗಿದ್ದು, ರೋಗಿಗಳಿಗೆ ಸರಿಯಾದ ಔಷಧ ವಿತರಣೆ ಮಾಡುವುದು ಅವರ ಜವಾಬ್ದಾರಿಯಾಗಿದೆ ಎಂದು ಜಿಲ್ಲಾ ಆರೋಗ್ಯಾಧಿಕಾರಿ ಹೇಳಿದರು. ವಿಶ್ವ ಫಾರ್ಮಸಿಸ್ಟ್ ದಿನಾಚರಣೆ ಅಂಗವಾಗಿ ಹಮ್ಮಿಕೊಂಡಿದ್ದ ಕಾರ್ಯಕ್ರಮ ಉದ್ಘಾಟಿಸಿ ಮಾತನಾಡಿದರು.: [22, 860, 114, 928]
- place-text: ರಾಯಚೂರು: [384, 120, 413, 128]
- bottom-story1-headline: ಫಾರ್ಮಸಿಸ್ಟ್‌ರ ಜವಾಬ್ದಾರಿ ಮಹತ್ವದ್ದು : ಡಿಎಚ್ಒ: [22, 734, 201, 778]
- highlight-line: ಕೇಂದ್ರಕ್ಕೆ 2.50 ಕೋಟಿ ರೂ. ಪರಿಹಾರ ಮನವಿ: [322, 375, 386, 392]
- story-place: ಬೆಂಗಳೂರು :: [20, 366, 51, 373]
- story-text: ಚಲಿಸುತ್ತಿದ್ದ ಕಾರಿನಲ್ಲಿ ಶಾರ್ಟ್ ಸರ್ಕ್ಯೂಟ್‌ನಿಂದ ಬೆಂಕಿ ಕಾಣಿಸಿಕೊಂಡು ಕಾರು ಸಂಪೂರ್ಣ ಸುಟ್ಟು ಭಸ್ಮವಾದ ಘಟನೆ ತಾಲೂಕಿನಲ್ಲಿ ನಡೆದಿದೆ. ಕಾರಿನಲ್ಲಿದ್ದವರು ಸಕಾಲದಲ್ಲಿ ಕೆಳಗಿಳಿದ ಕಾರಣ ಯಾವುದೇ ಪ್ರಾಣಾಪಾಯ ಸಂಭವಿಸಿಲ್ಲ. ಅಗ್ನಿಶಾಮಕ ದಳದ ಸಿಬ್ಬಂದಿ ಸ್ಥಳಕ್ಕೆ ಆಗಮಿಸಿ ಬೆಂಕಿ ನಂದಿಸಿದರು.: [292, 618, 368, 694]
- story-text: ರಾಜ್ಯ ಸರ್ಕಾರ ಉನ್ನತ ಶಿಕ್ಷಣ ಇಲಾಖೆಯ ಅಡಿಯಲ್ಲಿ ಬರುವ ಪ್ರಥಮ ದರ್ಜೆ ಕಾಲೇಜುಗಳಿಗೆ ಅತಿಥಿ ಉಪನ್ಯಾಸಕರ ನೇಮಕಕ್ಕೆ ಗ್ರೀನ್ ಸಿಗ್ನಲ್ ನೀಡಿದೆ.: [20, 464, 116, 497]
- story-text: ಜಿಲ್ಲೆಯಲ್ಲಿ ಉಂಟಾದ ಪ್ರವಾಹದಿಂದ 2,000 ಕೋಟಿ ರೂ. ನಷ್ಟ ಉಂಟಾಗಿದ್ದು, ಕೇಂದ್ರ ಸರ್ಕಾರಕ್ಕೆ ಹೆಚ್ಚುವರಿ ನೆರವು ನೀಡುವಂತೆ ಮನವಿ ಮಾಡಲಾಗುವುದು. ರಸ್ತೆ, ಸೇತುವೆ ಹಾಗೂ ಶಾಲಾ ಕಟ್ಟಡಗಳ ದುರಸ್ತಿಗೆ ತುರ್ತು ಅನುದಾನ ಬಿಡುಗಡೆ ಮಾಡಲಾಗಿದೆ. ಜೂನ್ 1 ರಿಂದ ಸೆಪ್ಟೆಂಬರ್ 29 ರವರೆಗೆ ಸರಾಸರಿ 845 ಮಿ.ಮೀ. ವಾಡಿಕೆ ಮಳೆಯಾಗಬೇಕಿತ್ತು. ಆದರೆ 879 ಮಿ.ಮೀ. ಮಳೆಯಾಗಿದೆ. ಜಿಲ್ಲೆಯಲ್ಲಿ 26 ಜನರು ಮೃತಪಟ್ಟಿದ್ದು, ಪ್ರತಿ ಕುಟುಂಬಕ್ಕೆ ₹ 5 ಲಕ್ಷ ಪರಿಹಾರ ನೀಡಲಾಗಿದೆ. 3,881 ಮನೆಗಳಿಗೆ ಹಾನಿಯಾಗಿದೆ. ಪರಿಹಾರ ಕೇಂದ್ರಗಳಲ್ಲಿ ಸಂತ್ರಸ್ತರಿಗೆ ಆಹಾರ, ವಸತಿ ವ್ಯವಸ್ಥೆ ಮಾಡಲಾಗಿದೆ ಎಂದು ಮಾಹಿತಿ ನೀಡಿದರು.: [220, 338, 316, 467]
- mid-story2-headline: ಶಾರ್ಟ್ ಸರ್ಕ್ಯೂಟ್: ಕಾರು ಭಸ್ಮ: [292, 508, 409, 522]
- english-name: ESHANYA TIMES, REGIONAL KANNADA DAILY: [22, 98, 173, 105]
- top-info-line: [22, 6, 622, 16]
- lead-column-1: [120, 270, 216, 492]
- sidebar-story1-body: [20, 366, 116, 416]
- right-top-sign: - ಈಟಿ ಪ್ರಸ್ತುತ: [596, 490, 624, 496]
- holiday-lines: [21, 246, 113, 308]
- email-text: Email: eshanyatimes@gmail.com: [460, 6, 554, 12]
- promo-photo-saree: [558, 78, 620, 116]
- price-text: ₹ 3.00: [492, 120, 517, 128]
- divider: [18, 724, 624, 725]
- mid-story1-sign: - ಈಟಿ ಪ್ರಸ್ತುತ: [258, 714, 286, 720]
- holiday-line: 02-10-2025ರ ಸಂಚಿಕೆ: [41, 291, 93, 298]
- highlight-line: ಜಿಲ್ಲೆಯಲ್ಲಿ 1.20 ಲಕ್ಷ ಹೆ. ಬೆಳೆ ಹಾನಿ: [322, 330, 394, 347]
